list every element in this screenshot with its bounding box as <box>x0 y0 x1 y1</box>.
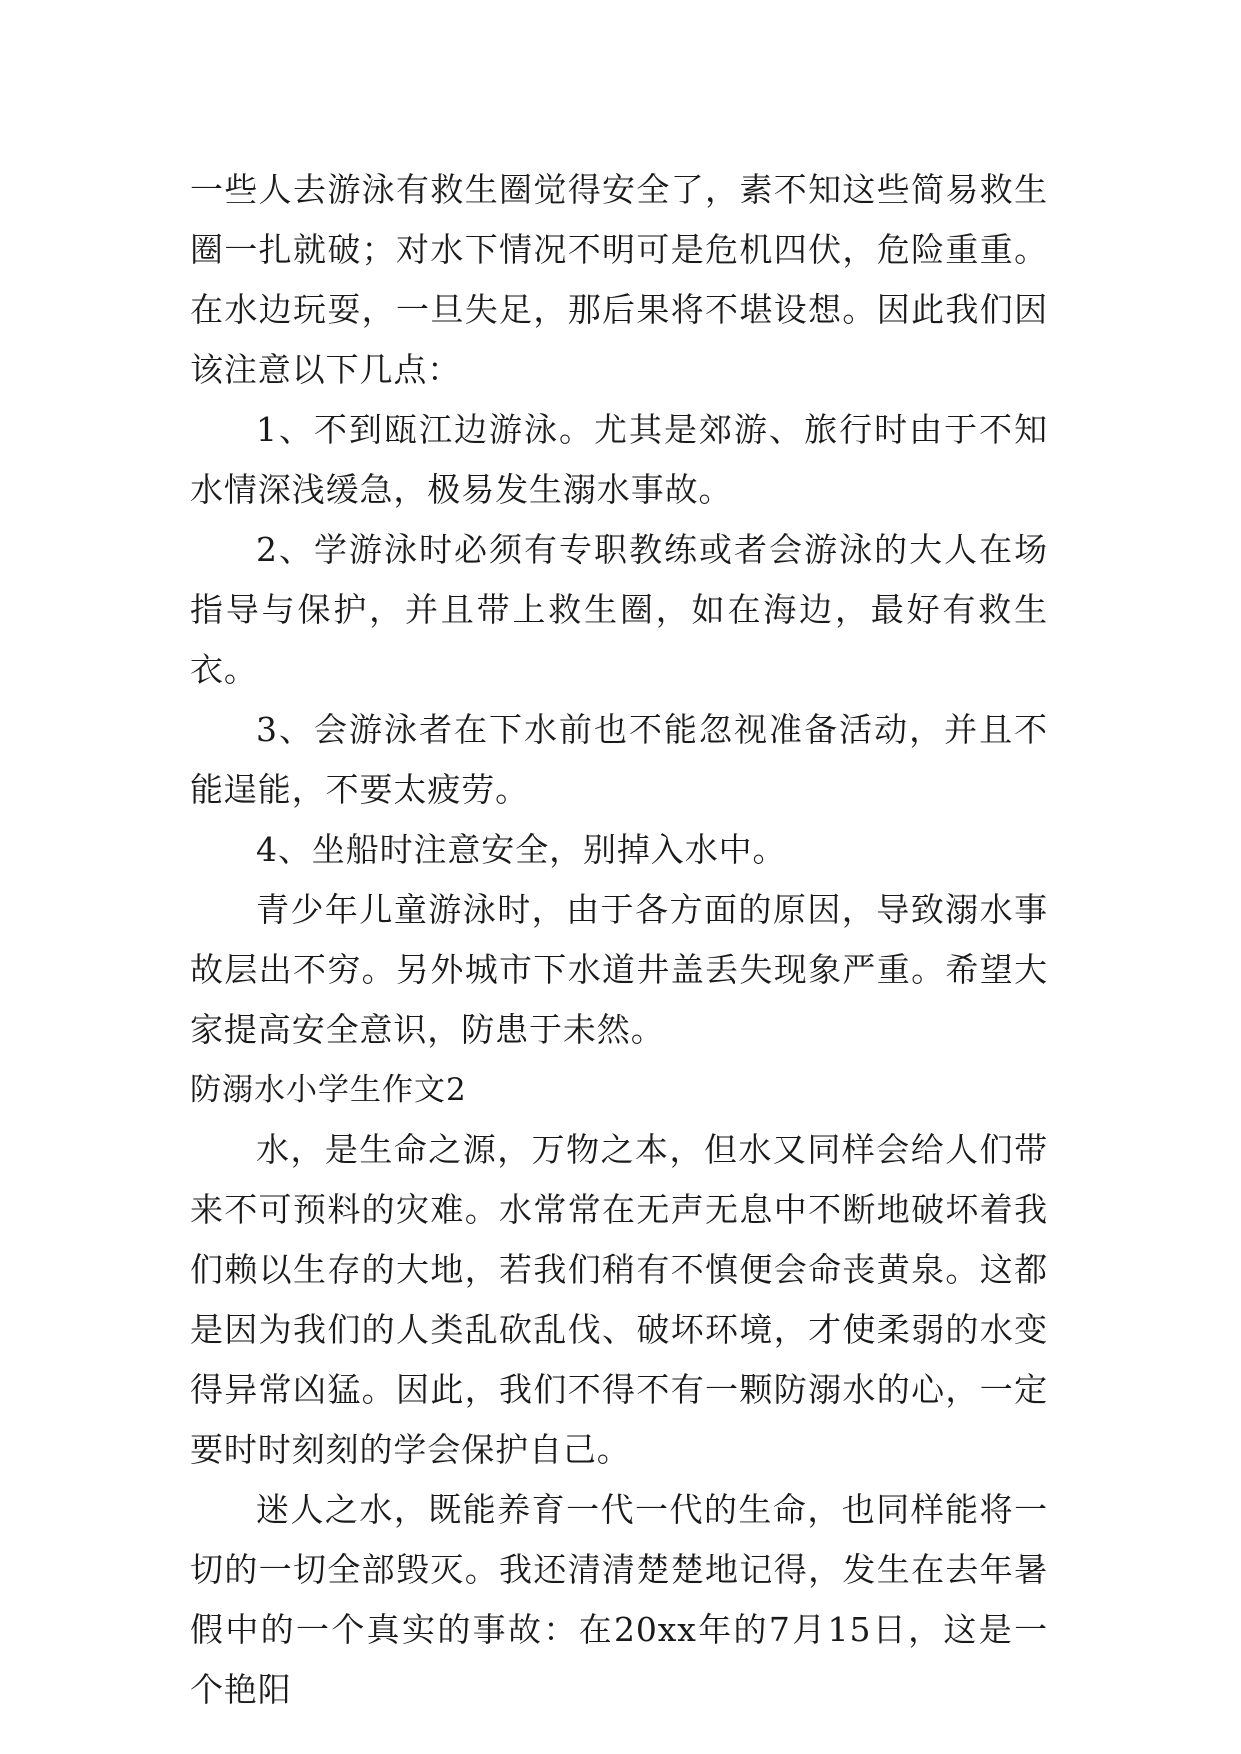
paragraph-point-4: 4、坐船时注意安全，别掉入水中。 <box>256 830 787 869</box>
document-body <box>190 160 1048 1720</box>
paragraph-point-1: 1、不到瓯江边游泳。尤其是郊游、旅行时由于不知水情深浅缓急，极易发生溺水事故。 <box>190 410 1048 509</box>
paragraph-essay-2-2: 迷人之水，既能养育一代一代的生命，也同样能将一切的一切全部毁灭。我还清清楚楚地记得，发生在去年暑假中的一个真实的事故：在20xx年的7月15日，这是一个艳阳 <box>190 1490 1048 1709</box>
section-title: 防溺水小学生作文2 <box>190 1072 467 1108</box>
paragraph-intro: 一些人去游泳有救生圈觉得安全了，素不知这些简易救生圈一扎就破；对水下情况不明可是危机四伏，危险重重。在水边玩耍，一旦失足，那后果将不堪设想。因此我们因该注意以下几点： <box>190 170 1048 389</box>
paragraph-essay-2-1: 水，是生命之源，万物之本，但水又同样会给人们带来不可预料的灾难。水常常在无声无息中不断地破坏着我们赖以生存的大地，若我们稍有不慎便会命丧黄泉。这都是因为我们的人类乱砍乱伐、破坏环境，才使柔弱的水变得异常凶猛。因此，我们不得不有一颗防溺水的心，一定要时时刻刻的学会保护自己。 <box>190 1130 1048 1469</box>
paragraph-conclusion: 青少年儿童游泳时，由于各方面的原因，导致溺水事故层出不穷。另外城市下水道井盖丢失现象严重。希望大家提高安全意识，防患于未然。 <box>190 890 1048 1049</box>
paragraph-point-3: 3、会游泳者在下水前也不能忽视准备活动，并且不能逞能，不要太疲劳。 <box>190 710 1048 809</box>
paragraph-point-2: 2、学游泳时必须有专职教练或者会游泳的大人在场指导与保护，并且带上救生圈，如在海边，最好有救生衣。 <box>190 530 1048 689</box>
